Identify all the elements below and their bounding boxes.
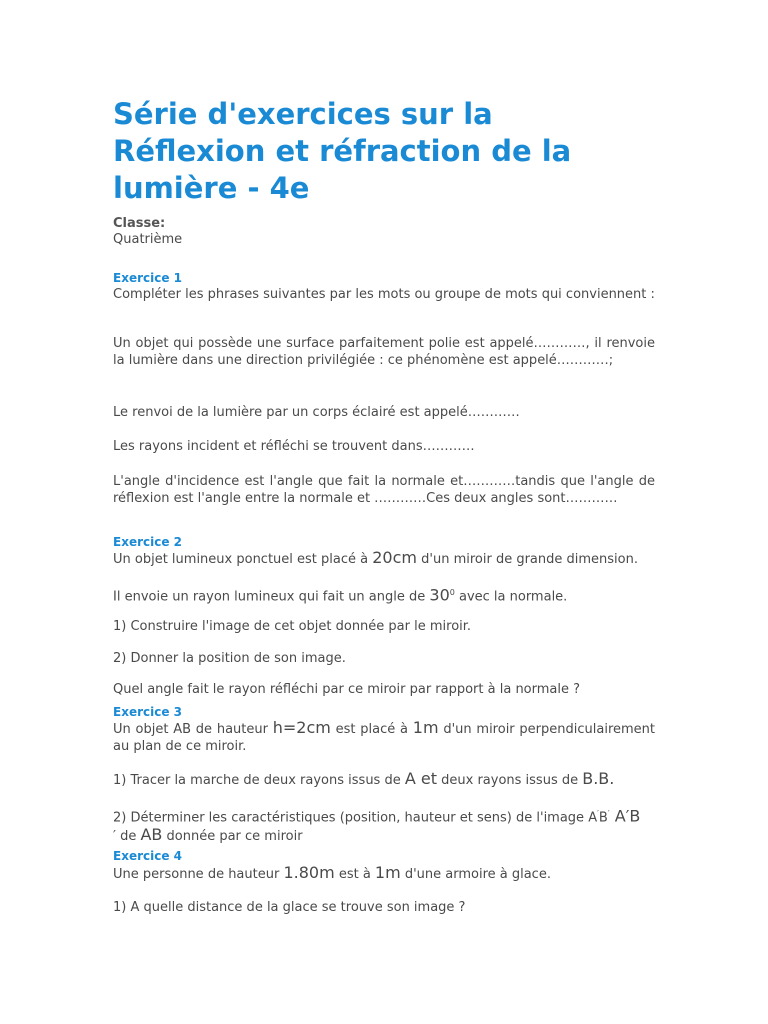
exercise-2-question-2: 2) Donner la position de son image. bbox=[113, 651, 346, 666]
point-label: A et bbox=[404, 769, 437, 788]
text-run: Un objet lumineux ponctuel est placé à bbox=[113, 552, 373, 567]
exercise-1-sentence-1: Un objet qui possède une surface parfaitement polie est appelé…………, il renvoie la lumière dans une direction privilégiée : ce phénomène est appelé…………; bbox=[113, 336, 655, 368]
exercise-1-intro: Compléter les phrases suivantes par les mots ou groupe de mots qui conviennent : bbox=[113, 287, 655, 302]
distance-value: 1m bbox=[412, 718, 439, 737]
text-run: d'un miroir perpendiculairement au plan de ce miroir. bbox=[113, 722, 656, 754]
exercise-4-question-1: 1) A quelle distance de la glace se trouve son image ? bbox=[113, 900, 466, 915]
exercise-3-question-1 bbox=[113, 770, 655, 789]
prime-mark: ′ bbox=[597, 809, 599, 818]
point-label: B.B. bbox=[582, 769, 615, 788]
exercise-3-statement bbox=[113, 719, 655, 755]
text-run: 2) Déterminer les caractéristiques (position, hauteur et sens) de l'image A bbox=[113, 810, 598, 826]
height-value: h=2cm bbox=[272, 718, 331, 737]
exercise-3-heading: Exercice 3 bbox=[113, 705, 182, 719]
exercise-1-heading: Exercice 1 bbox=[113, 271, 182, 285]
text-run: Il envoie un rayon lumineux qui fait un angle de bbox=[113, 589, 430, 605]
exercise-1-sentence-4: L'angle d'incidence est l'angle que fait la normale et…………tandis que l'angle de réflexion est l'angle entre la normale et …………Ces deux angles sont………… bbox=[113, 474, 655, 506]
degree-sign: 0 bbox=[449, 588, 455, 597]
text-run: ′ de bbox=[113, 829, 141, 845]
text-run: avec la normale. bbox=[454, 589, 568, 605]
text-run: Un objet AB de hauteur bbox=[113, 722, 273, 737]
height-value: 1.80m bbox=[283, 863, 335, 882]
exercise-2-statement-1 bbox=[113, 549, 655, 568]
text-run: d'une armoire à glace. bbox=[400, 867, 551, 882]
exercise-4-heading: Exercice 4 bbox=[113, 849, 182, 863]
angle-value: 30 bbox=[429, 585, 450, 605]
classe-label: Classe: bbox=[113, 216, 166, 231]
classe-value: Quatrième bbox=[113, 232, 183, 247]
exercise-2-statement-2 bbox=[113, 584, 655, 605]
image-label: A′B bbox=[609, 806, 641, 826]
text-run: est à bbox=[334, 867, 375, 882]
text-run: 1) Tracer la marche de deux rayons issus de bbox=[113, 773, 405, 788]
distance-value: 20cm bbox=[372, 548, 417, 567]
text-run: est placé à bbox=[330, 722, 413, 737]
text-run: d'un miroir de grande dimension. bbox=[417, 552, 638, 567]
exercise-2-heading: Exercice 2 bbox=[113, 535, 182, 549]
text-run: Une personne de hauteur bbox=[113, 867, 284, 882]
exercise-2-question-1: 1) Construire l'image de cet objet donnée par le miroir. bbox=[113, 619, 472, 634]
distance-value: 1m bbox=[374, 863, 401, 882]
text-run: donnée par ce miroir bbox=[162, 829, 303, 845]
exercise-1-sentence-2: Le renvoi de la lumière par un corps éclairé est appelé………… bbox=[113, 405, 520, 420]
page-title: Série d'exercices sur la Réflexion et réfraction de la lumière - 4e bbox=[113, 97, 572, 205]
exercise-2-question-3: Quel angle fait le rayon réfléchi par ce miroir par rapport à la normale ? bbox=[113, 682, 581, 697]
exercise-4-statement bbox=[113, 864, 655, 883]
object-label: AB bbox=[140, 825, 163, 845]
prime-mark: ′ bbox=[607, 809, 610, 818]
text-run: B bbox=[598, 810, 608, 826]
text-run: deux rayons issus de bbox=[437, 773, 583, 788]
exercise-3-question-2 bbox=[113, 805, 655, 845]
classe-block bbox=[113, 216, 182, 248]
exercise-1-sentence-3: Les rayons incident et réfléchi se trouvent dans………… bbox=[113, 439, 475, 454]
